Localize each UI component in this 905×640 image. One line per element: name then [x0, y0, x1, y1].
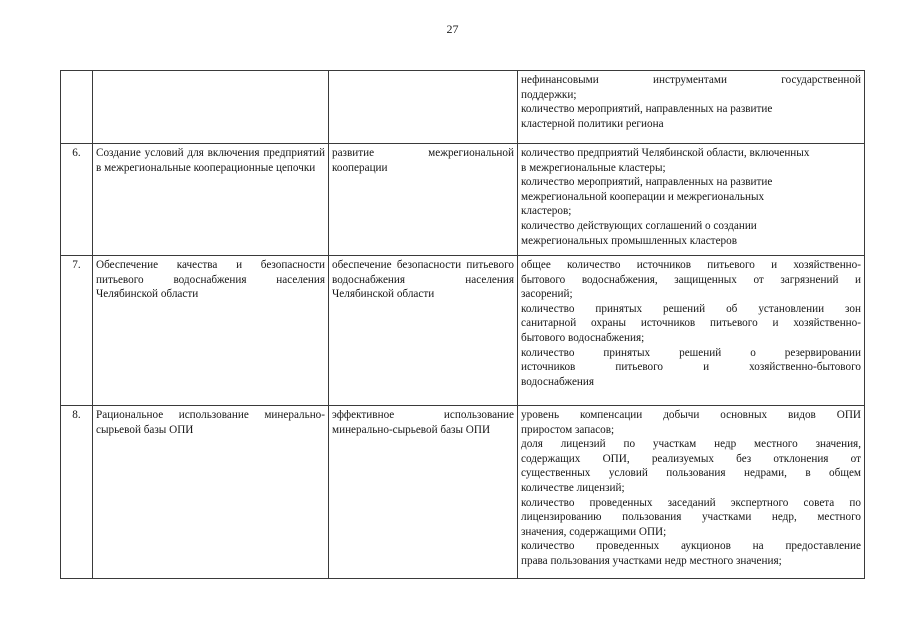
- indicator-line: количество действующих соглашений о создании: [521, 219, 757, 232]
- indicator-line: водоснабжения: [521, 375, 595, 388]
- indicator-line: количество принятых решений об установлении зон: [521, 302, 861, 315]
- indicator-line: лицензированию пользования участками недр, местного: [521, 511, 861, 524]
- indicator-line: источников питьевого и хозяйственно-бытового: [521, 361, 861, 374]
- indicator-line: межрегиональной кооперации и межрегиональных: [521, 190, 765, 203]
- row-number: 7.: [61, 256, 93, 406]
- task-cell: Создание условий для включения предприятий в межрегиональные кооперационные цепочки: [93, 144, 329, 256]
- indicator-line: приростом запасов;: [521, 423, 615, 436]
- indicators-cell: [518, 144, 865, 256]
- direction-cell: развитие межрегиональной кооперации: [329, 144, 518, 256]
- indicator-line: нефинансовыми инструментами государственной: [521, 74, 861, 86]
- row-number: 6.: [61, 144, 93, 256]
- table-row: [61, 144, 865, 256]
- row-number: 8.: [61, 406, 93, 579]
- indicator-line: количество проведенных заседаний экспертного совета по: [521, 496, 861, 509]
- indicator-line: количество предприятий Челябинской области, включенных: [521, 147, 810, 159]
- task-cell: Рациональное использование минерально-сырьевой базы ОПИ: [93, 406, 329, 579]
- direction-cell: эффективное использование минерально-сырьевой базы ОПИ: [329, 406, 518, 579]
- indicator-line: количестве лицензий;: [521, 481, 625, 494]
- indicator-line: количество проведенных аукционов на предоставление: [521, 540, 861, 553]
- task-cell: Обеспечение качества и безопасности питьевого водоснабжения населения Челябинской области: [93, 256, 329, 406]
- indicators-cell: [518, 406, 865, 579]
- indicator-line: кластерной политики региона: [521, 117, 664, 130]
- row-number: [61, 71, 93, 144]
- indicator-line: в межрегиональные кластеры;: [521, 161, 666, 174]
- indicator-line: доля лицензий по участкам недр местного значения,: [521, 438, 861, 451]
- indicator-line: значения, содержащими ОПИ;: [521, 525, 667, 538]
- indicator-line: санитарной охраны источников питьевого и хозяйственно-: [521, 317, 861, 330]
- indicator-line: количество мероприятий, направленных на развитие: [521, 103, 773, 116]
- indicator-line: общее количество источников питьевого и хозяйственно-: [521, 259, 861, 271]
- indicator-line: уровень компенсации добычи основных видов ОПИ: [521, 409, 861, 421]
- indicator-line: количество принятых решений о резервировании: [521, 346, 861, 359]
- indicator-line: бытового водоснабжения;: [521, 331, 645, 344]
- table-row: [61, 406, 865, 579]
- table-row: [61, 71, 865, 144]
- page-number: 27: [446, 22, 459, 36]
- indicator-line: содержащих ОПИ, реализуемых без отклонения от: [521, 452, 861, 465]
- indicator-line: межрегиональных промышленных кластеров: [521, 234, 738, 247]
- indicator-line: кластеров;: [521, 205, 572, 218]
- indicator-line: существенных условий пользования недрами, в общем: [521, 467, 861, 480]
- indicator-line: поддержки;: [521, 88, 577, 101]
- indicator-line: засорений;: [521, 288, 573, 301]
- indicators-cell: [518, 256, 865, 406]
- table-row: [61, 256, 865, 406]
- indicators-cell: [518, 71, 865, 144]
- indicator-line: количество мероприятий, направленных на развитие: [521, 176, 773, 189]
- direction-cell: [329, 71, 518, 144]
- indicator-line: права пользования участками недр местного значения;: [521, 554, 782, 567]
- task-cell: [93, 71, 329, 144]
- document-table: [60, 70, 865, 579]
- direction-cell: обеспечение безопасности питьевого водоснабжения населения Челябинской области: [329, 256, 518, 406]
- indicator-line: бытового водоснабжения, защищенных от загрязнений и: [521, 273, 861, 286]
